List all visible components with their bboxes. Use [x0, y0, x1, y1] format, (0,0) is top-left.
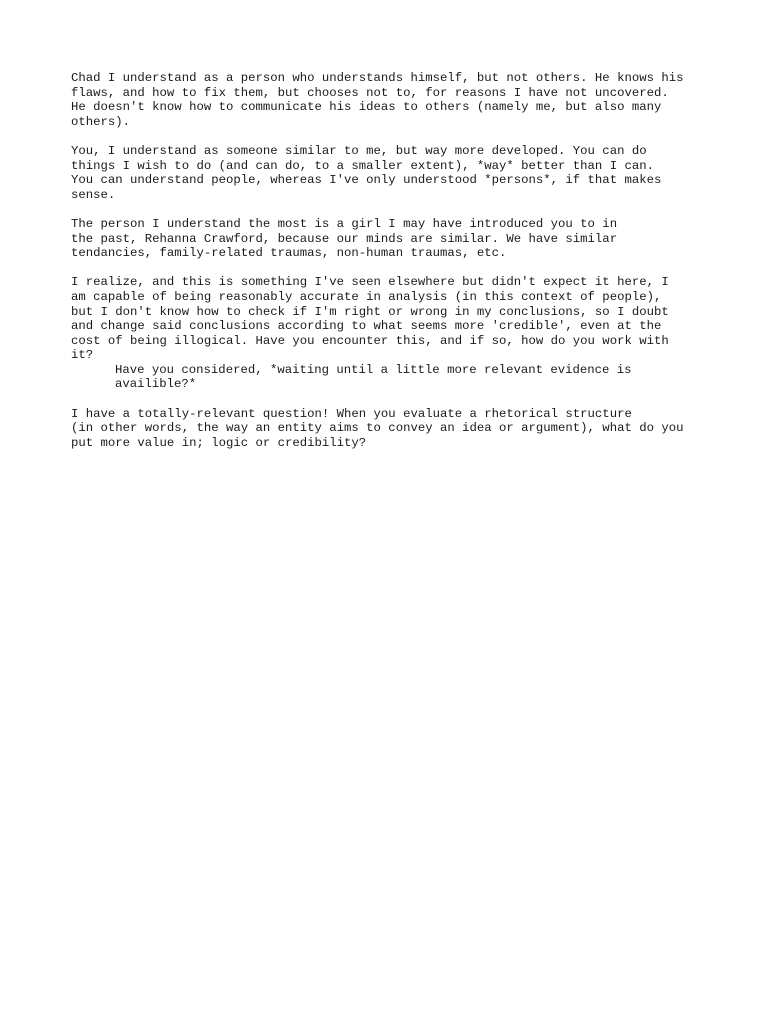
document-body — [71, 71, 711, 465]
indented-reply: Have you considered, *waiting until a little more relevant evidence is availible?* — [115, 362, 632, 392]
paragraph-rehanna: The person I understand the most is a girl I may have introduced you to in the past, Rehanna Crawford, because our minds are similar. We have similar tendancies, family-related traumas, non-human traumas, etc. — [71, 216, 618, 261]
paragraph-chad: Chad I understand as a person who understands himself, but not others. He knows his flaws, and how to fix them, but chooses not to, for reasons I have not uncovered. He doesn't know how to communicate his ideas to others (namely me, but also many others). — [71, 71, 684, 129]
paragraph-you: You, I understand as someone similar to me, but way more developed. You can do things I wish to do (and can do, to a smaller extent), *way* better than I can. You can understand people, whereas I've only understood *persons*, if that makes sense. — [71, 143, 662, 202]
paragraph-question: I have a totally-relevant question! When you evaluate a rhetorical structure (in other words, the way an entity aims to convey an idea or argument), what do you put more value in; logic or credibility? — [71, 406, 684, 450]
paragraph-realize: I realize, and this is something I've seen elsewhere but didn't expect it here, I am capable of being reasonably accurate in analysis (in this context of people), but I don't know how to check if I'm right or wrong in my conclusions, so I doubt and change said conclusions according to what seems more 'credible', even at the cost of being illogical. Have you encounter this, and if so, how do you work with it? — [71, 275, 669, 363]
